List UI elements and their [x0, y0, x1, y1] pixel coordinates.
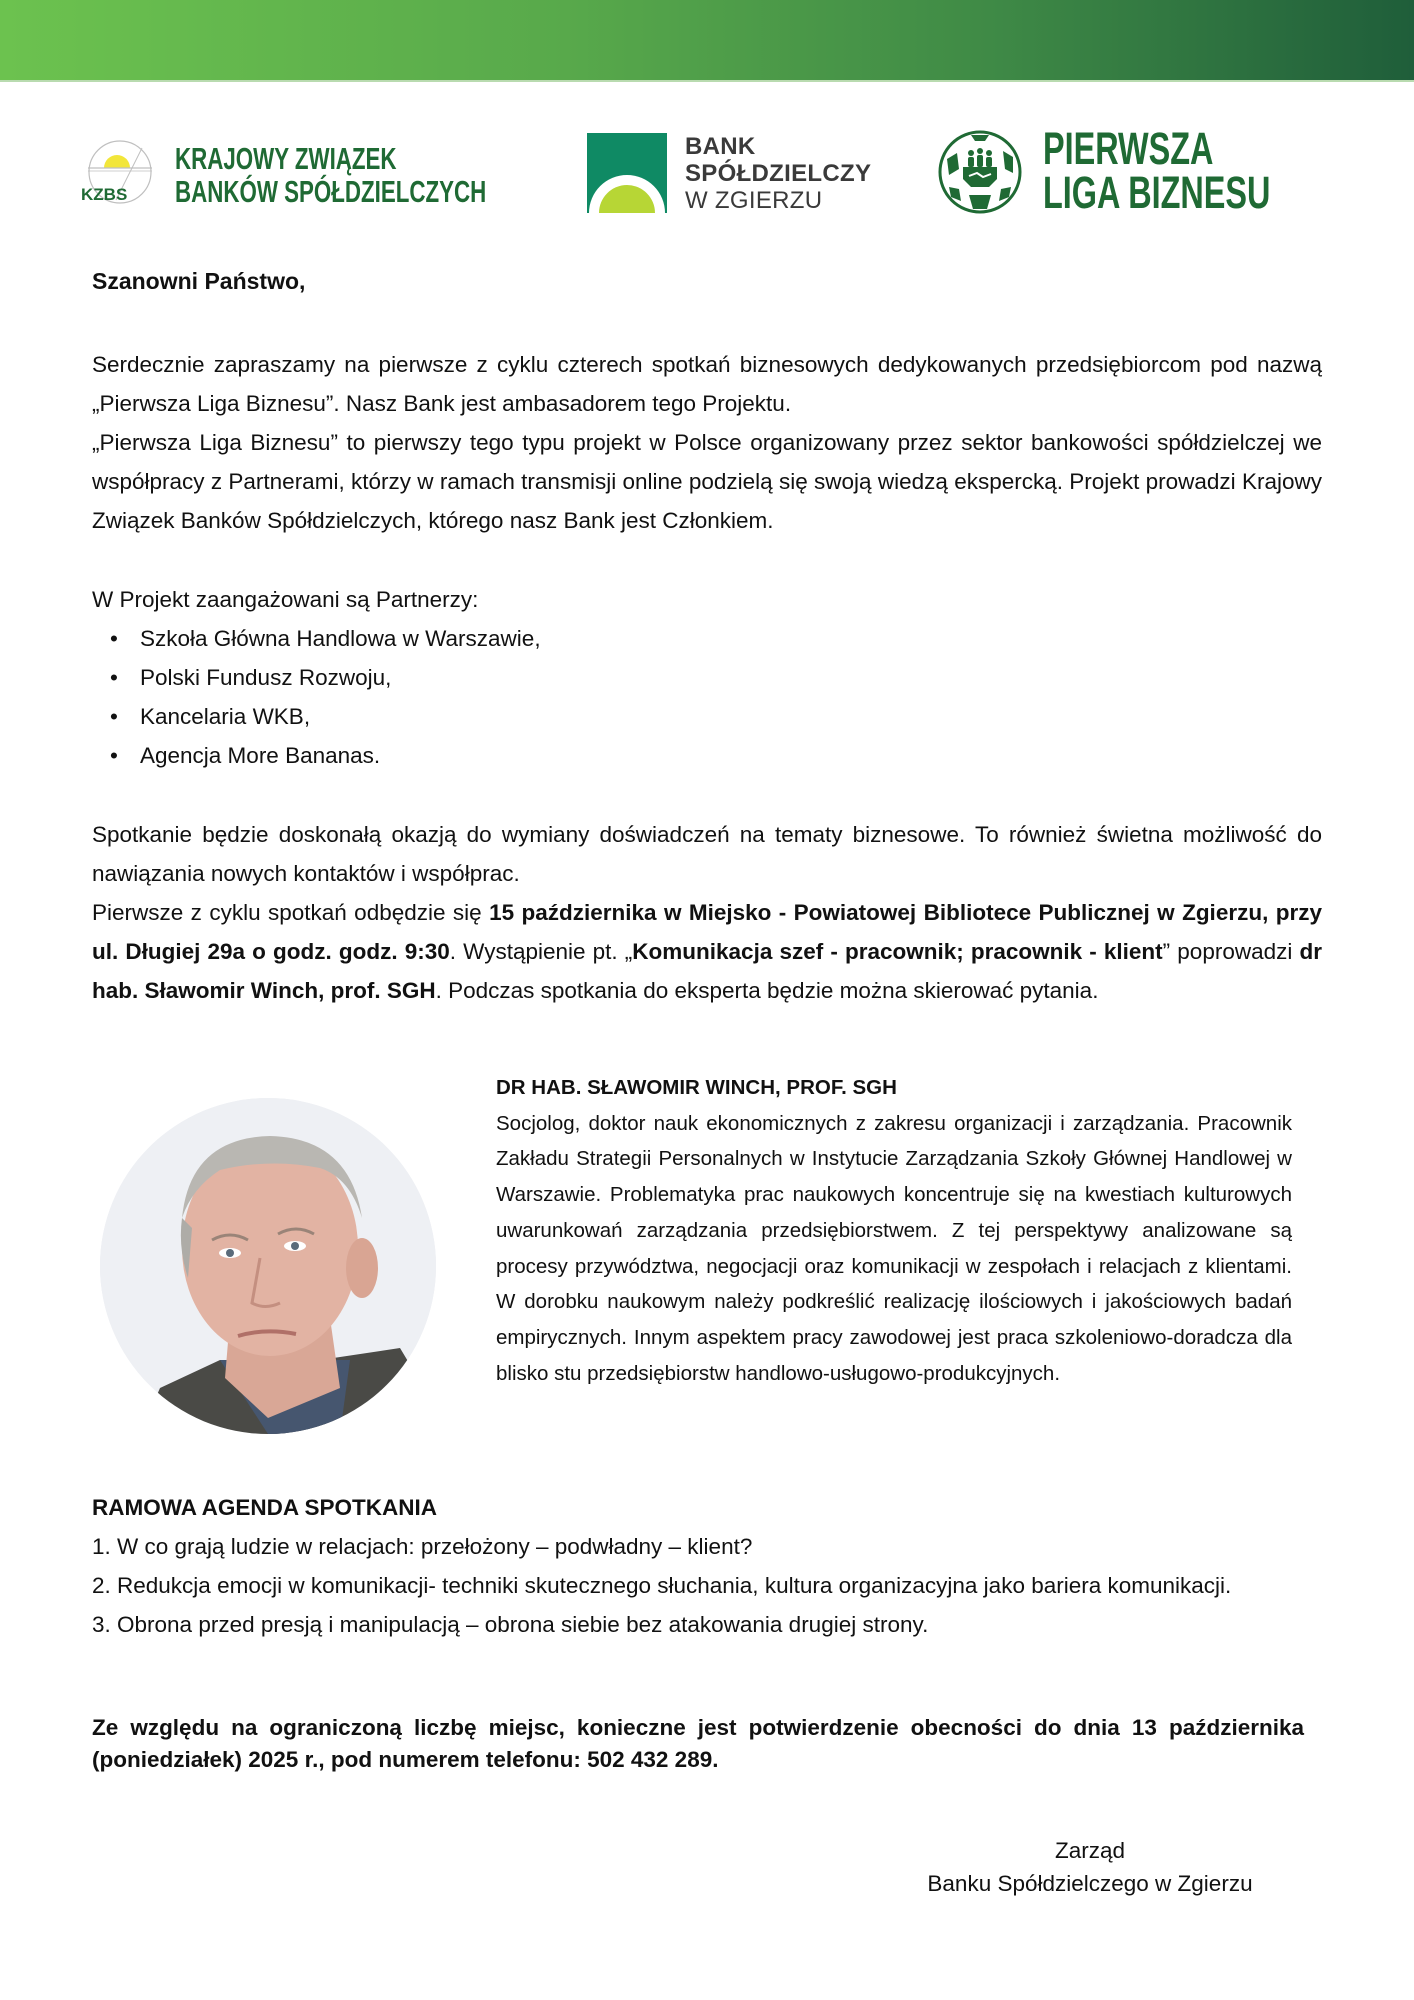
- talk-title: Komunikacja szef - pracownik; pracownik - klient: [632, 939, 1163, 964]
- kzbs-wordmark: [175, 142, 486, 208]
- liga-line-1: PIERWSZA: [1043, 123, 1214, 174]
- header-gradient-bar: [0, 0, 1414, 80]
- soccer-ball-handshake-icon: [937, 129, 1023, 215]
- agenda-title: RAMOWA AGENDA SPOTKANIA: [92, 1495, 437, 1520]
- speaker-bio-section: [496, 1070, 1292, 1391]
- bank-wordmark: [685, 133, 871, 214]
- bullet-icon: •: [110, 704, 118, 729]
- agenda-item: 1. W co grają ludzie w relacjach: przełożony – podwładny – klient?: [92, 1534, 753, 1559]
- portrait-icon: [100, 1098, 436, 1434]
- agenda-item: 3. Obrona przed presją i manipulacją – obrona siebie bez atakowania drugiej strony.: [92, 1612, 929, 1637]
- bank-line-1: BANK: [685, 133, 756, 160]
- intro-paragraph-1: Serdecznie zapraszamy na pierwsze z cyklu czterech spotkań biznesowych dedykowanych przedsiębiorcom pod nazwą „Pierwsza Liga Biznesu”. Nasz Bank jest ambasadorem tego Projektu.: [92, 352, 1322, 416]
- agenda-item: 2. Redukcja emocji w komunikacji- techniki skutecznego słuchania, kultura organizacyjna jako bariera komunikacji.: [92, 1573, 1232, 1598]
- meeting-paragraph-2: Pierwsze z cyklu spotkań odbędzie się 15 października w Miejsko - Powiatowej Bibliotece Publicznej w Zgierzu, przy ul. Długiej 29a o godz. godz. 9:30. Wystąpienie pt. „Komunikacja szef - pracownik; pracownik - klient” poprowadzi dr hab. Sławomir Winch, prof. SGH. Podczas spotkania do eksperta będzie można skierować pytania.: [92, 900, 1322, 1003]
- list-item: • Szkoła Główna Handlowa w Warszawie,: [92, 619, 541, 658]
- list-item: • Polski Fundusz Rozwoju,: [92, 658, 541, 697]
- meeting-section: [92, 815, 1322, 1010]
- liga-line-2: LIGA BIZNESU: [1043, 167, 1271, 218]
- kzbs-emblem-icon: [80, 138, 152, 210]
- svg-text:KZBS: KZBS: [81, 185, 128, 204]
- signature: [880, 1834, 1300, 1900]
- speaker-bio: Socjolog, doktor nauk ekonomicznych z zakresu organizacji i zarządzania. Pracownik Zakładu Strategii Personalnych w Instytucie Zarządzania Szkoły Głównej Handlowej w Warszawie. Problematyka prac naukowych koncentruje się na kwestiach kulturowych uwarunkowań zarządzania przedsiębiorstwem. Z tej perspektywy analizowane są procesy przywództwa, negocjacji oraz komunikacji w zespołach i relacjach z klientami. W dorobku naukowym należy podkreślić realizację ilościowych i jakościowych badań empirycznych. Innym aspektem pracy zawodowej jest praca szkoleniowo-doradcza dla blisko stu przedsiębiorstw handlowo-usługowo-produkcyjnych.: [496, 1111, 1292, 1385]
- kzbs-line-1: KRAJOWY ZWIĄZEK: [175, 141, 397, 176]
- meeting-paragraph-1: Spotkanie będzie doskonałą okazją do wymiany doświadczeń na tematy biznesowe. To również świetna możliwość do nawiązania nowych kontaktów i współprac.: [92, 822, 1322, 886]
- kzbs-logo: [80, 138, 500, 210]
- speaker-photo: [100, 1098, 436, 1434]
- speaker-name-inline: dr hab. Sławomir Winch, prof. SGH: [92, 939, 1322, 1003]
- intro-paragraph-2: „Pierwsza Liga Biznesu” to pierwszy tego typu projekt w Polsce organizowany przez sektor bankowości spółdzielczej we współpracy z Partnerami, którzy w ramach transmisji online podzielą się swoją wiedzą ekspercką. Projekt prowadzi Krajowy Związek Banków Spółdzielczych, którego nasz Bank jest Członkiem.: [92, 430, 1322, 533]
- agenda-section: [92, 1488, 1322, 1644]
- speaker-name: DR HAB. SŁAWOMIR WINCH, PROF. SGH: [496, 1076, 897, 1099]
- bank-emblem-icon: [587, 133, 667, 213]
- liga-wordmark: [1043, 123, 1271, 218]
- bank-line-3: W ZGIERZU: [685, 187, 823, 214]
- kzbs-line-2: BANKÓW SPÓŁDZIELCZYCH: [175, 174, 487, 209]
- meeting-date-location: 15 października w Miejsko - Powiatowej Bibliotece Publicznej w Zgierzu, przy ul. Długiej 29a o godz. godz. 9:30: [92, 900, 1322, 964]
- list-item: • Agencja More Bananas.: [92, 736, 541, 775]
- signature-line-2: Banku Spółdzielczego w Zgierzu: [927, 1871, 1253, 1896]
- partners-list: [92, 619, 541, 775]
- bullet-icon: •: [110, 626, 118, 651]
- liga-logo: [937, 123, 1277, 219]
- bullet-icon: •: [110, 665, 118, 690]
- bullet-icon: •: [110, 743, 118, 768]
- header-divider: [0, 80, 1414, 82]
- list-item: • Kancelaria WKB,: [92, 697, 541, 736]
- logo-row: [0, 125, 1414, 225]
- greeting: Szanowni Państwo,: [92, 268, 306, 294]
- signature-line-1: Zarząd: [1054, 1838, 1126, 1863]
- bank-logo: [587, 133, 887, 218]
- bank-line-2: SPÓŁDZIELCZY: [685, 160, 872, 187]
- intro-section: [92, 345, 1322, 540]
- partners-heading: W Projekt zaangażowani są Partnerzy:: [92, 587, 479, 612]
- rsvp-notice: Ze względu na ograniczoną liczbę miejsc, konieczne jest potwierdzenie obecności do dnia 13 października (poniedziałek) 2025 r., pod numerem telefonu: 502 432 289.: [92, 1715, 1304, 1772]
